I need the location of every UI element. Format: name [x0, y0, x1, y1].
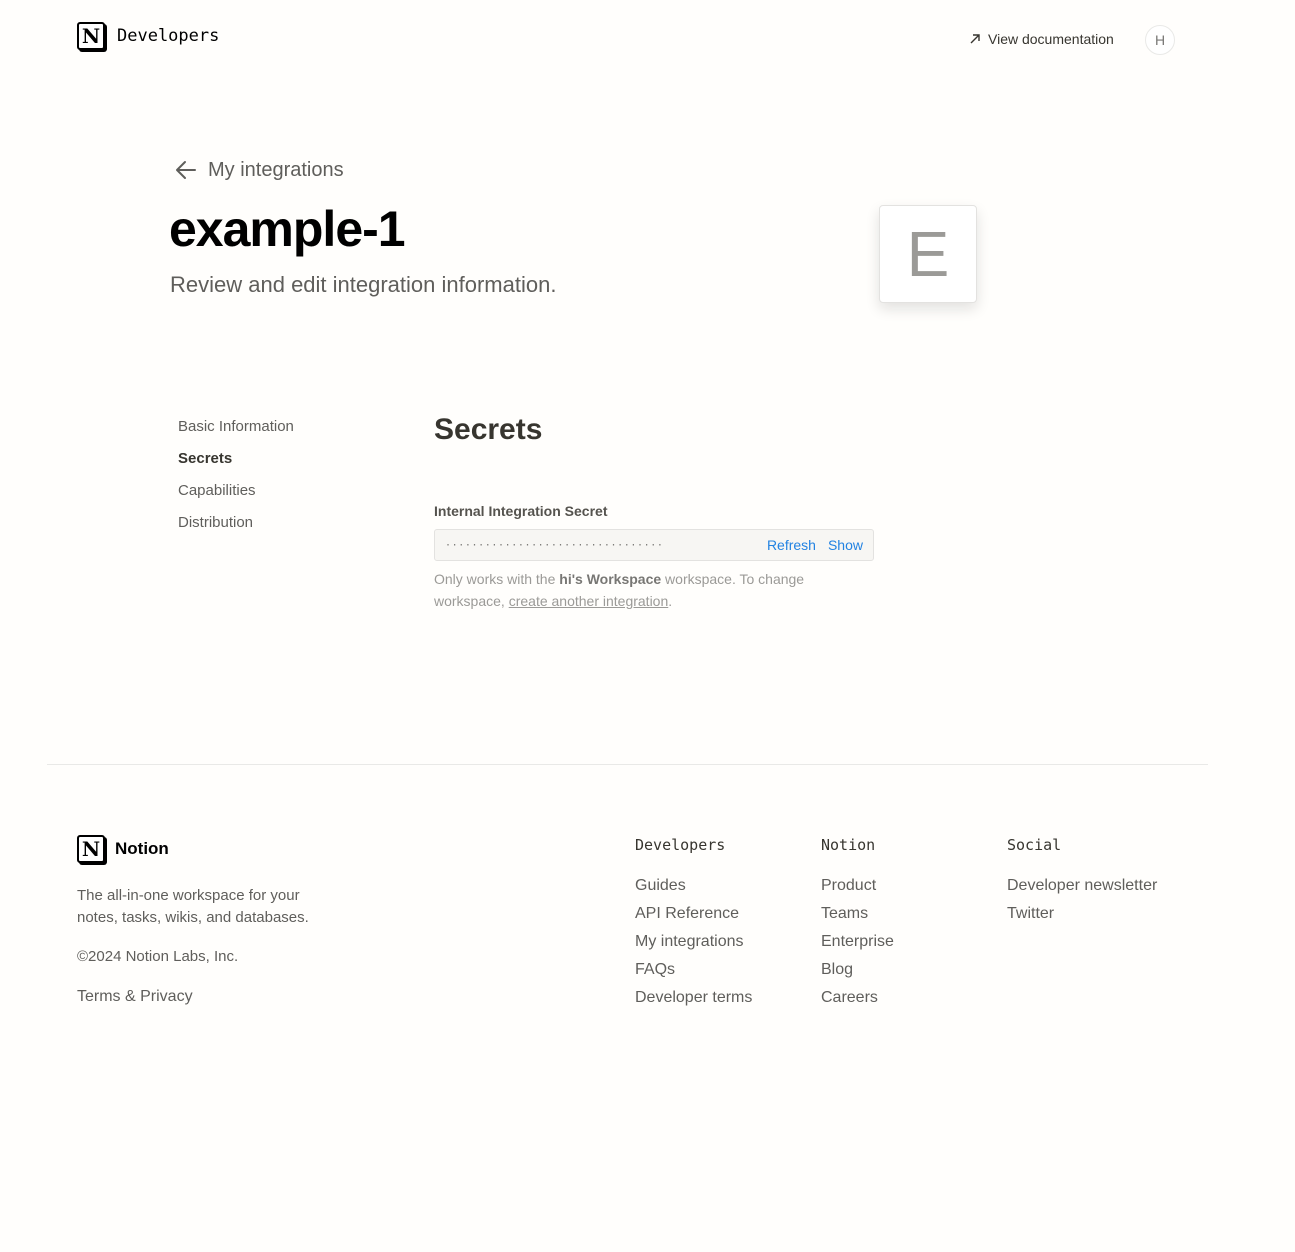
back-to-integrations-link[interactable]	[174, 158, 344, 182]
secret-field-label: Internal Integration Secret	[434, 503, 608, 519]
secret-help-text	[434, 568, 874, 612]
help-suffix: .	[668, 593, 673, 609]
header-brand[interactable]	[77, 22, 219, 50]
header-brand-label: Developers	[117, 26, 220, 46]
footer-link-product[interactable]: Product	[821, 877, 877, 894]
section-title: Secrets	[434, 413, 543, 446]
footer-column-social	[1007, 836, 1157, 924]
page-title: example-1	[169, 201, 405, 257]
footer-link-teams[interactable]: Teams	[821, 905, 869, 922]
show-secret-button[interactable]: Show	[827, 537, 863, 553]
view-documentation-label: View documentation	[988, 31, 1114, 47]
integration-icon[interactable]: E	[879, 205, 977, 303]
workspace-name: hi's Workspace	[559, 571, 662, 587]
footer-brand[interactable]	[77, 835, 169, 863]
page-subtitle: Review and edit integration information.	[170, 272, 557, 297]
footer-link-api-reference[interactable]: API Reference	[635, 905, 740, 922]
footer-link-enterprise[interactable]: Enterprise	[821, 933, 894, 950]
notion-logo-icon: N	[77, 835, 105, 863]
view-documentation-link[interactable]	[968, 31, 1114, 47]
footer-column-heading: Developers	[635, 836, 726, 854]
footer-link-guides[interactable]: Guides	[635, 877, 686, 894]
footer-link-my-integrations[interactable]: My integrations	[635, 933, 744, 950]
footer-divider	[47, 764, 1208, 765]
footer-link-blog[interactable]: Blog	[821, 961, 854, 978]
footer-brand-label: Notion	[115, 839, 169, 858]
notion-logo-icon: N	[77, 22, 105, 50]
arrow-up-right-icon	[968, 32, 982, 46]
sidebar-item-capabilities[interactable]: Capabilities	[178, 482, 256, 499]
back-link-label: My integrations	[208, 158, 344, 181]
footer-link-developer-newsletter[interactable]: Developer newsletter	[1007, 877, 1158, 894]
terms-privacy-link[interactable]: Terms & Privacy	[77, 988, 193, 1005]
secret-field	[434, 529, 874, 561]
footer-link-careers[interactable]: Careers	[821, 989, 878, 1006]
sidebar-item-secrets[interactable]: Secrets	[178, 450, 233, 467]
footer-column-heading: Notion	[821, 836, 876, 854]
footer-link-developer-terms[interactable]: Developer terms	[635, 989, 753, 1006]
footer-copyright: ©2024 Notion Labs, Inc.	[77, 948, 239, 965]
user-avatar[interactable]: H	[1145, 25, 1175, 55]
footer-column-heading: Social	[1007, 836, 1062, 854]
help-middle: workspace. To change workspace,	[434, 571, 805, 609]
footer-tagline: The all-in-one workspace for your notes, tasks, wikis, and databases.	[77, 887, 309, 926]
settings-sidebar	[178, 417, 294, 532]
sidebar-item-distribution[interactable]: Distribution	[178, 514, 254, 531]
sidebar-item-basic-information[interactable]: Basic Information	[178, 418, 294, 435]
footer-link-twitter[interactable]: Twitter	[1007, 905, 1055, 922]
create-integration-link[interactable]: create another integration	[508, 593, 669, 609]
footer-column-developers	[635, 836, 752, 1008]
secret-masked-value: ·································	[445, 539, 664, 551]
refresh-secret-button[interactable]: Refresh	[766, 537, 816, 553]
arrow-left-icon	[174, 158, 198, 182]
footer-link-faqs[interactable]: FAQs	[635, 961, 676, 978]
help-prefix: Only works with the	[434, 571, 556, 587]
footer-column-notion	[821, 836, 894, 1008]
